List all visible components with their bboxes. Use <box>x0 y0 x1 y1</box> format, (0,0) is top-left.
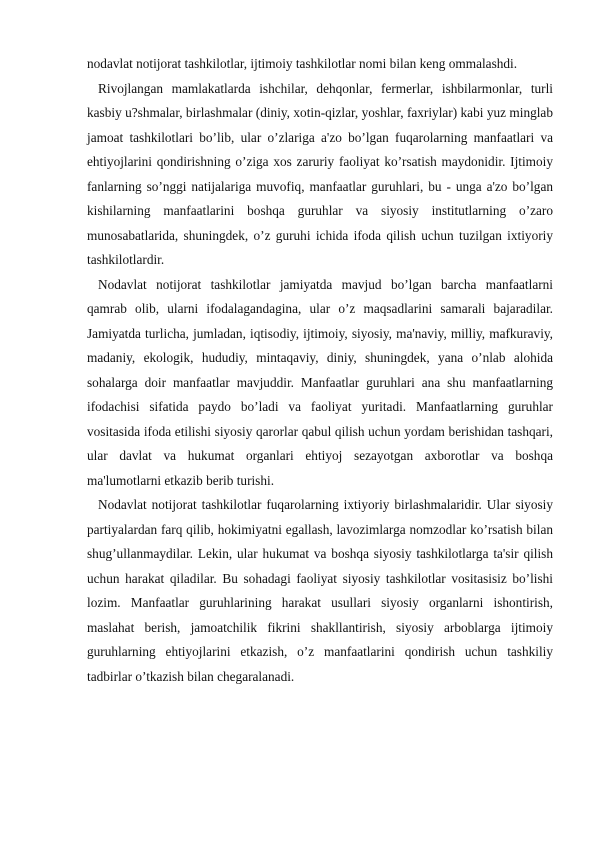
document-page <box>87 52 553 689</box>
paragraph-4-text: Nodavlat notijorat tashkilotlar fuqarolarning ixtiyoriy birlashmalaridir. Ular siyosiy partiyalardan farq qilib, hokimiyatni egallash, lavozimlarga nomzodlar ko’rsatish bilan shug’ullanmaydilar. Lekin, ular hukumat va boshqa siyosiy tashkilotlarga ta'sir qilish uchun harakat qiladilar. Bu sohadagi faoliyat siyosiy tashkilotlar vositasisiz bo’lishi lozim. Manfaatlar guruhlarining harakat usullari siyosiy organlarni ishontirish, maslahat berish, jamoatchilik fikrini shakllantirish, siyosiy arboblarga ijtimoiy guruhlarning ehtiyojlarini etkazish, o’z manfaatlarini qondirish uchun tashkiliy tadbirlar o’tkazish bilan chegaralanadi. <box>87 497 553 684</box>
paragraph-3 <box>87 273 553 494</box>
paragraph-4 <box>87 493 553 689</box>
paragraph-3-text: Nodavlat notijorat tashkilotlar jamiyatda mavjud bo’lgan barcha manfaatlarni qamrab olib, ularni ifodalagandagina, ular o’z maqsadlarini samarali bajaradilar. Jamiyatda turlicha, jumladan, iqtisodiy, ijtimoiy, siyosiy, ma'naviy, milliy, mafkuraviy, madaniy, ekologik, hududiy, mintaqaviy, diniy, shuningdek, yana o’nlab alohida sohalarga doir manfaatlar mavjuddir. Manfaatlar guruhlari ana shu manfaatlarning ifodachisi sifatida paydo bo’ladi va faoliyat yuritadi. Manfaatlarning guruhlar vositasida ifoda etilishi siyosiy qarorlar qabul qilish uchun yordam berishidan tashqari, ular davlat va hukumat organlari ehtiyoj sezayotgan axborotlar va boshqa ma'lumotlarni etkazib berib turishi. <box>87 276 553 488</box>
paragraph-2-text: Rivojlangan mamlakatlarda ishchilar, dehqonlar, fermerlar, ishbilarmonlar, turli kasbiy u?shmalar, birlashmalar (diniy, xotin-qizlar, yoshlar, faxriylar) kabi yuz minglab jamoat tashkilotlari bo’lib, ular o’zlariga a'zo bo’lgan fuqarolarning manfaatlari va ehtiyojlarini qondirishning o’ziga xos zaruriy faoliyat ko’rsatish maydonidir. Ijtimoiy fanlarning so’nggi natijalariga muvofiq, manfaatlar guruhlari, bu - unga a'zo bo’lgan kishilarning manfaatlarini boshqa guruhlar va siyosiy institutlarning o’zaro munosabatlarida, shuningdek, o’z guruhi ichida ifoda qilish uchun tuzilgan ixtiyoriy tashkilotlardir. <box>87 80 553 267</box>
paragraph-2 <box>87 77 553 273</box>
paragraph-1: nodavlat notijorat tashkilotlar, ijtimoiy tashkilotlar nomi bilan keng ommalashdi. <box>87 56 518 71</box>
